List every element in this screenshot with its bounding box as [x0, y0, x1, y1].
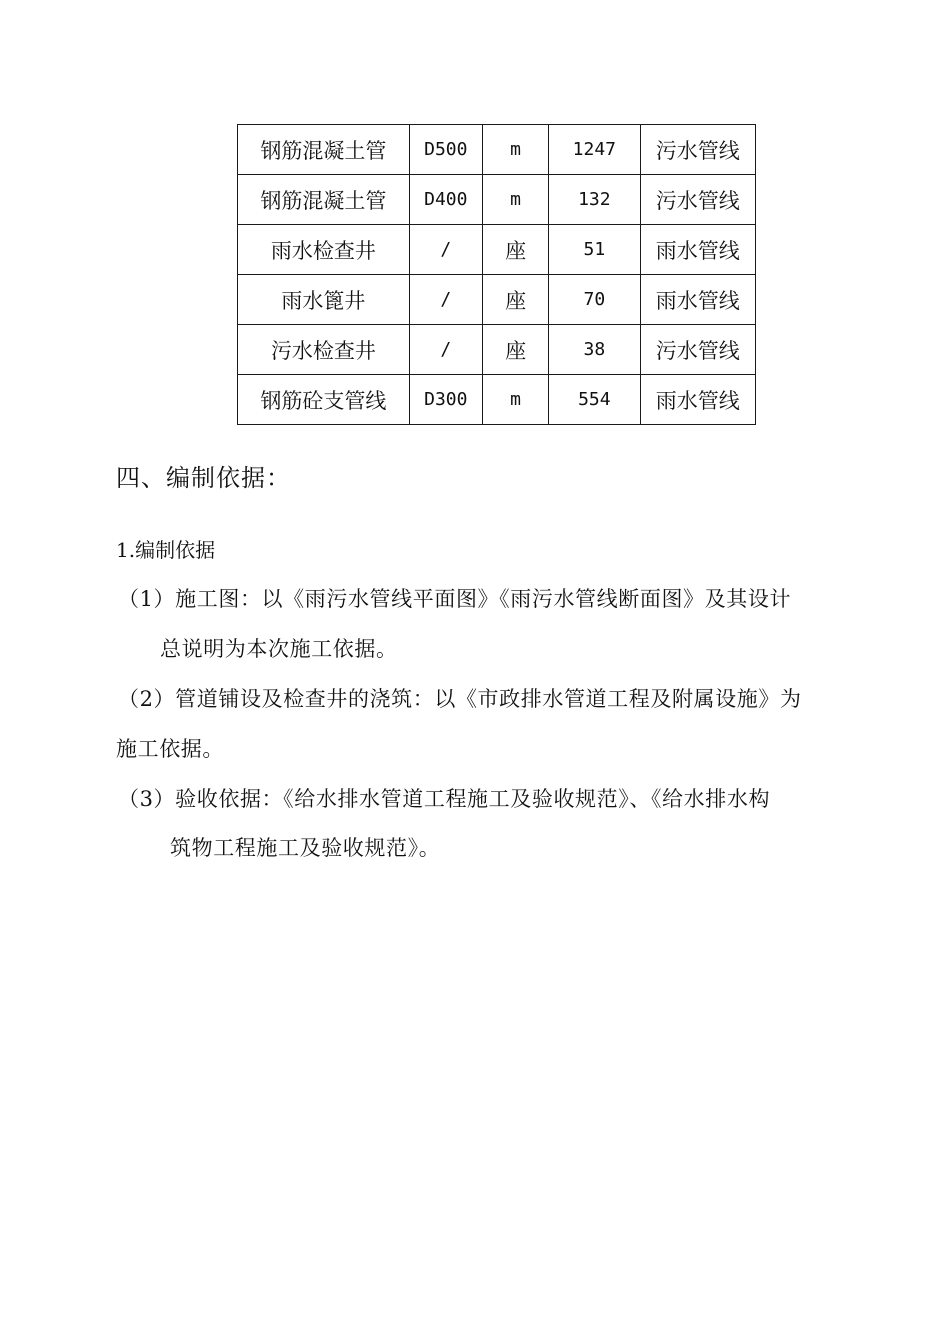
table-row — [238, 375, 756, 425]
cell-spec: D500 — [409, 125, 482, 175]
paragraph-line: （2）管道铺设及检查井的浇筑：以《市政排水管道工程及附属设施》为 — [118, 687, 802, 711]
cell-unit: 座 — [482, 275, 548, 325]
cell-note: 污水管线 — [640, 125, 755, 175]
cell-qty: 554 — [549, 375, 640, 425]
cell-name: 钢筋砼支管线 — [238, 375, 410, 425]
cell-name: 污水检查井 — [238, 325, 410, 375]
section-subheading: 1.编制依据 — [116, 538, 216, 562]
cell-unit: 座 — [482, 225, 548, 275]
cell-unit: m — [482, 375, 548, 425]
cell-qty: 51 — [549, 225, 640, 275]
cell-unit: 座 — [482, 325, 548, 375]
cell-spec: / — [409, 275, 482, 325]
cell-note: 雨水管线 — [640, 375, 755, 425]
cell-spec: D400 — [409, 175, 482, 225]
table-row — [238, 275, 756, 325]
cell-note: 雨水管线 — [640, 225, 755, 275]
cell-note: 雨水管线 — [640, 275, 755, 325]
table-row — [238, 325, 756, 375]
paragraph-line: 筑物工程施工及验收规范》。 — [170, 836, 441, 860]
cell-spec: / — [409, 225, 482, 275]
cell-qty: 1247 — [549, 125, 640, 175]
materials-table — [237, 124, 756, 425]
cell-qty: 38 — [549, 325, 640, 375]
cell-spec: / — [409, 325, 482, 375]
paragraph-line: 施工依据。 — [116, 737, 224, 761]
table-row — [238, 175, 756, 225]
paragraph-line: （1）施工图：以《雨污水管线平面图》《雨污水管线断面图》及其设计 — [118, 587, 792, 611]
cell-qty: 70 — [549, 275, 640, 325]
section-heading: 四、编制依据： — [116, 464, 291, 492]
cell-name: 钢筋混凝土管 — [238, 175, 410, 225]
cell-name: 雨水检查井 — [238, 225, 410, 275]
cell-spec: D300 — [409, 375, 482, 425]
paragraph-line: 总说明为本次施工依据。 — [160, 637, 398, 661]
paragraph-line: （3）验收依据：《给水排水管道工程施工及验收规范》、《给水排水构 — [118, 787, 771, 811]
cell-name: 雨水篦井 — [238, 275, 410, 325]
table-row — [238, 125, 756, 175]
cell-note: 污水管线 — [640, 175, 755, 225]
cell-name: 钢筋混凝土管 — [238, 125, 410, 175]
cell-unit: m — [482, 175, 548, 225]
cell-qty: 132 — [549, 175, 640, 225]
cell-note: 污水管线 — [640, 325, 755, 375]
table-row — [238, 225, 756, 275]
cell-unit: m — [482, 125, 548, 175]
